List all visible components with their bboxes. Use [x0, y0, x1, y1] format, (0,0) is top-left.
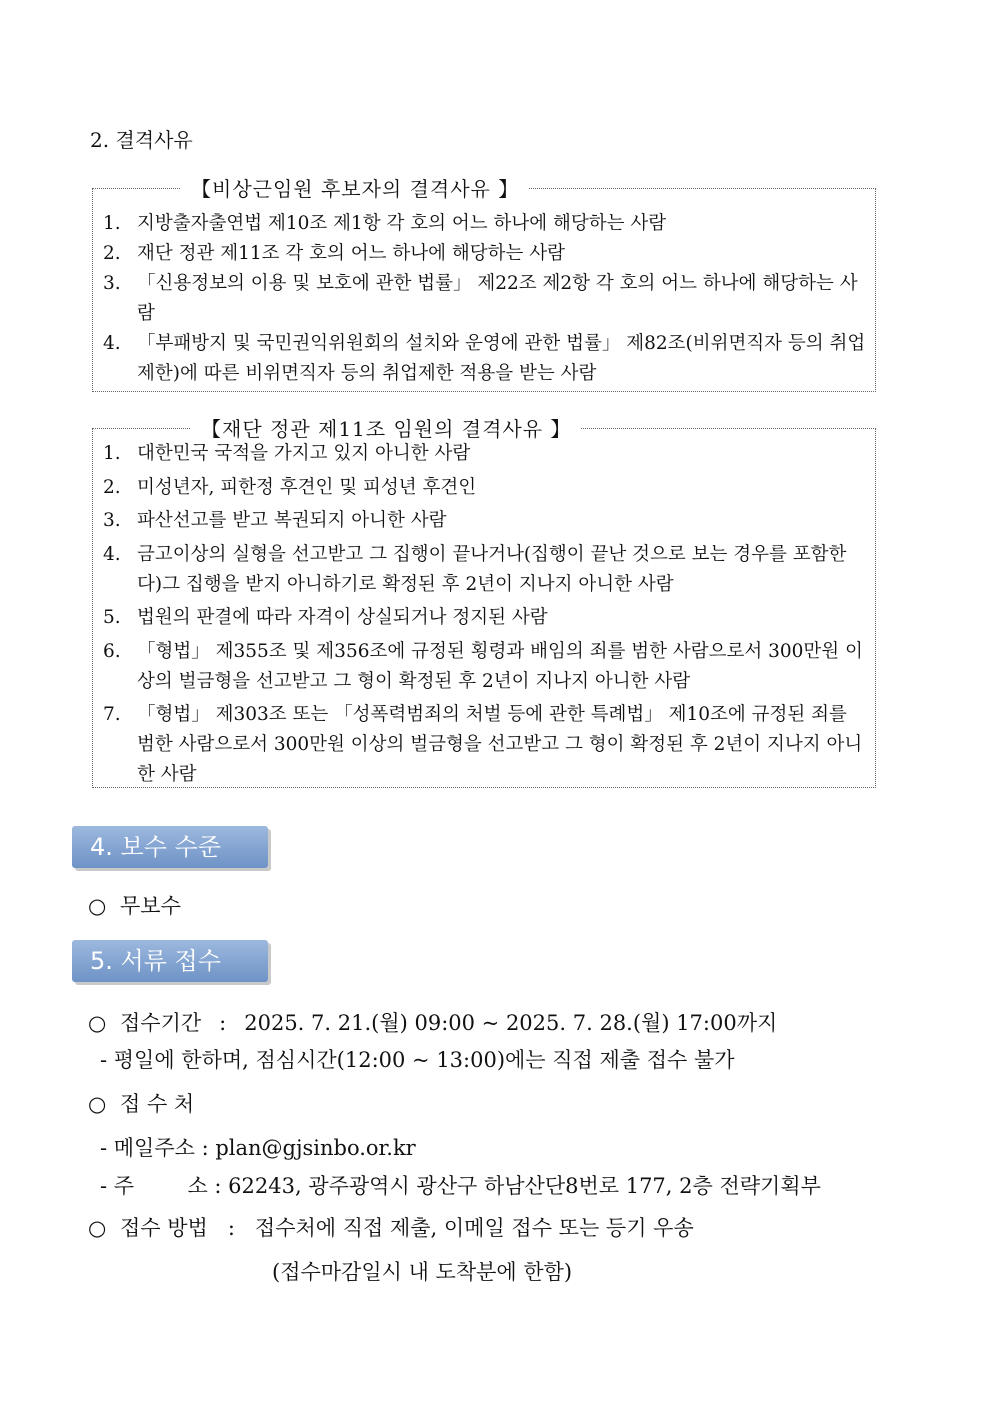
list-item: 4. 「부패방지 및 국민권익위원회의 설치와 운영에 관한 법률」 제82조(비위면직자 등의 취업제한)에 따른 비위면직자 등의 취업제한 적용을 받는 사람 — [103, 333, 866, 384]
section4-header: 4. 보수 수준 — [72, 826, 268, 868]
list-item: 6. 「형법」 제355조 및 제356조에 규정된 횡령과 배임의 죄를 범한 사람으로서 300만원 이상의 벌금형을 선고받고 그 형이 확정된 후 2년이 지나지 아니한 사람 — [103, 640, 863, 692]
box1-title: 【비상근임원 후보자의 결격사유 】 — [181, 173, 529, 202]
method-line: ○ 접수 방법 : 접수처에 직접 제출, 이메일 접수 또는 등기 우송 — [88, 1216, 694, 1240]
list-item: 1. 대한민국 국적을 가지고 있지 아니한 사람 — [103, 443, 471, 464]
box2-title: 【재단 정관 제11조 임원의 결격사유 】 — [191, 413, 581, 442]
place-line: ○ 접 수 처 — [88, 1092, 195, 1116]
section5-header: 5. 서류 접수 — [72, 940, 268, 982]
list-item: 2. 미성년자, 피한정 후견인 및 피성년 후견인 — [103, 476, 477, 498]
method-note: (접수마감일시 내 도착분에 한함) — [272, 1260, 573, 1284]
email-line: - 메일주소 : plan@gjsinbo.or.kr — [100, 1136, 416, 1160]
period-note: - 평일에 한하며, 점심시간(12:00 ~ 13:00)에는 직접 제출 접수 불가 — [100, 1048, 735, 1072]
bullet-circle-icon: ○ — [88, 1092, 107, 1116]
list-item: 2. 재단 정관 제11조 각 호의 어느 하나에 해당하는 사람 — [103, 243, 566, 264]
bullet-circle-icon: ○ — [88, 1011, 107, 1035]
list-item: 1. 지방출자출연법 제10조 제1항 각 호의 어느 하나에 해당하는 사람 — [103, 213, 667, 234]
address-line: - 주 소 : 62243, 광주광역시 광산구 하남산단8번로 177, 2층 전략기획부 — [100, 1174, 821, 1198]
bullet-circle-icon: ○ — [88, 1216, 107, 1240]
bullet-circle-icon: ○ — [88, 894, 107, 918]
list-item: 4. 금고이상의 실형을 선고받고 그 집행이 끝나거나(집행이 끝난 것으로 보는 경우를 포함한다)그 집행을 받지 아니하기로 확정된 후 2년이 지나지 아니한 사람 — [103, 543, 847, 595]
compensation-line: ○ 무보수 — [88, 894, 181, 918]
section2-title: 2. 결격사유 — [90, 128, 193, 152]
list-item: 3. 「신용정보의 이용 및 보호에 관한 법률」 제22조 제2항 각 호의 어느 하나에 해당하는 사람 — [103, 273, 858, 324]
bylaws-disqualification-box — [92, 417, 876, 788]
list-item: 3. 파산선고를 받고 복권되지 아니한 사람 — [103, 510, 447, 531]
list-item: 5. 법원의 판결에 따라 자격이 상실되거나 정지된 사람 — [103, 607, 548, 628]
nonstanding-officer-disqualification-box — [92, 177, 876, 392]
list-item: 7. 「형법」 제303조 또는 「성폭력범죄의 처벌 등에 관한 특례법」 제10조에 규정된 죄를 범한 사람으로서 300만원 이상의 벌금형을 선고받고 그 형이 확정된 후 2년이 지나지 아니한 사람 — [103, 704, 863, 785]
period-line: ○ 접수기간 : 2025. 7. 21.(월) 09:00 ~ 2025. 7. 28.(월) 17:00까지 — [88, 1011, 778, 1035]
